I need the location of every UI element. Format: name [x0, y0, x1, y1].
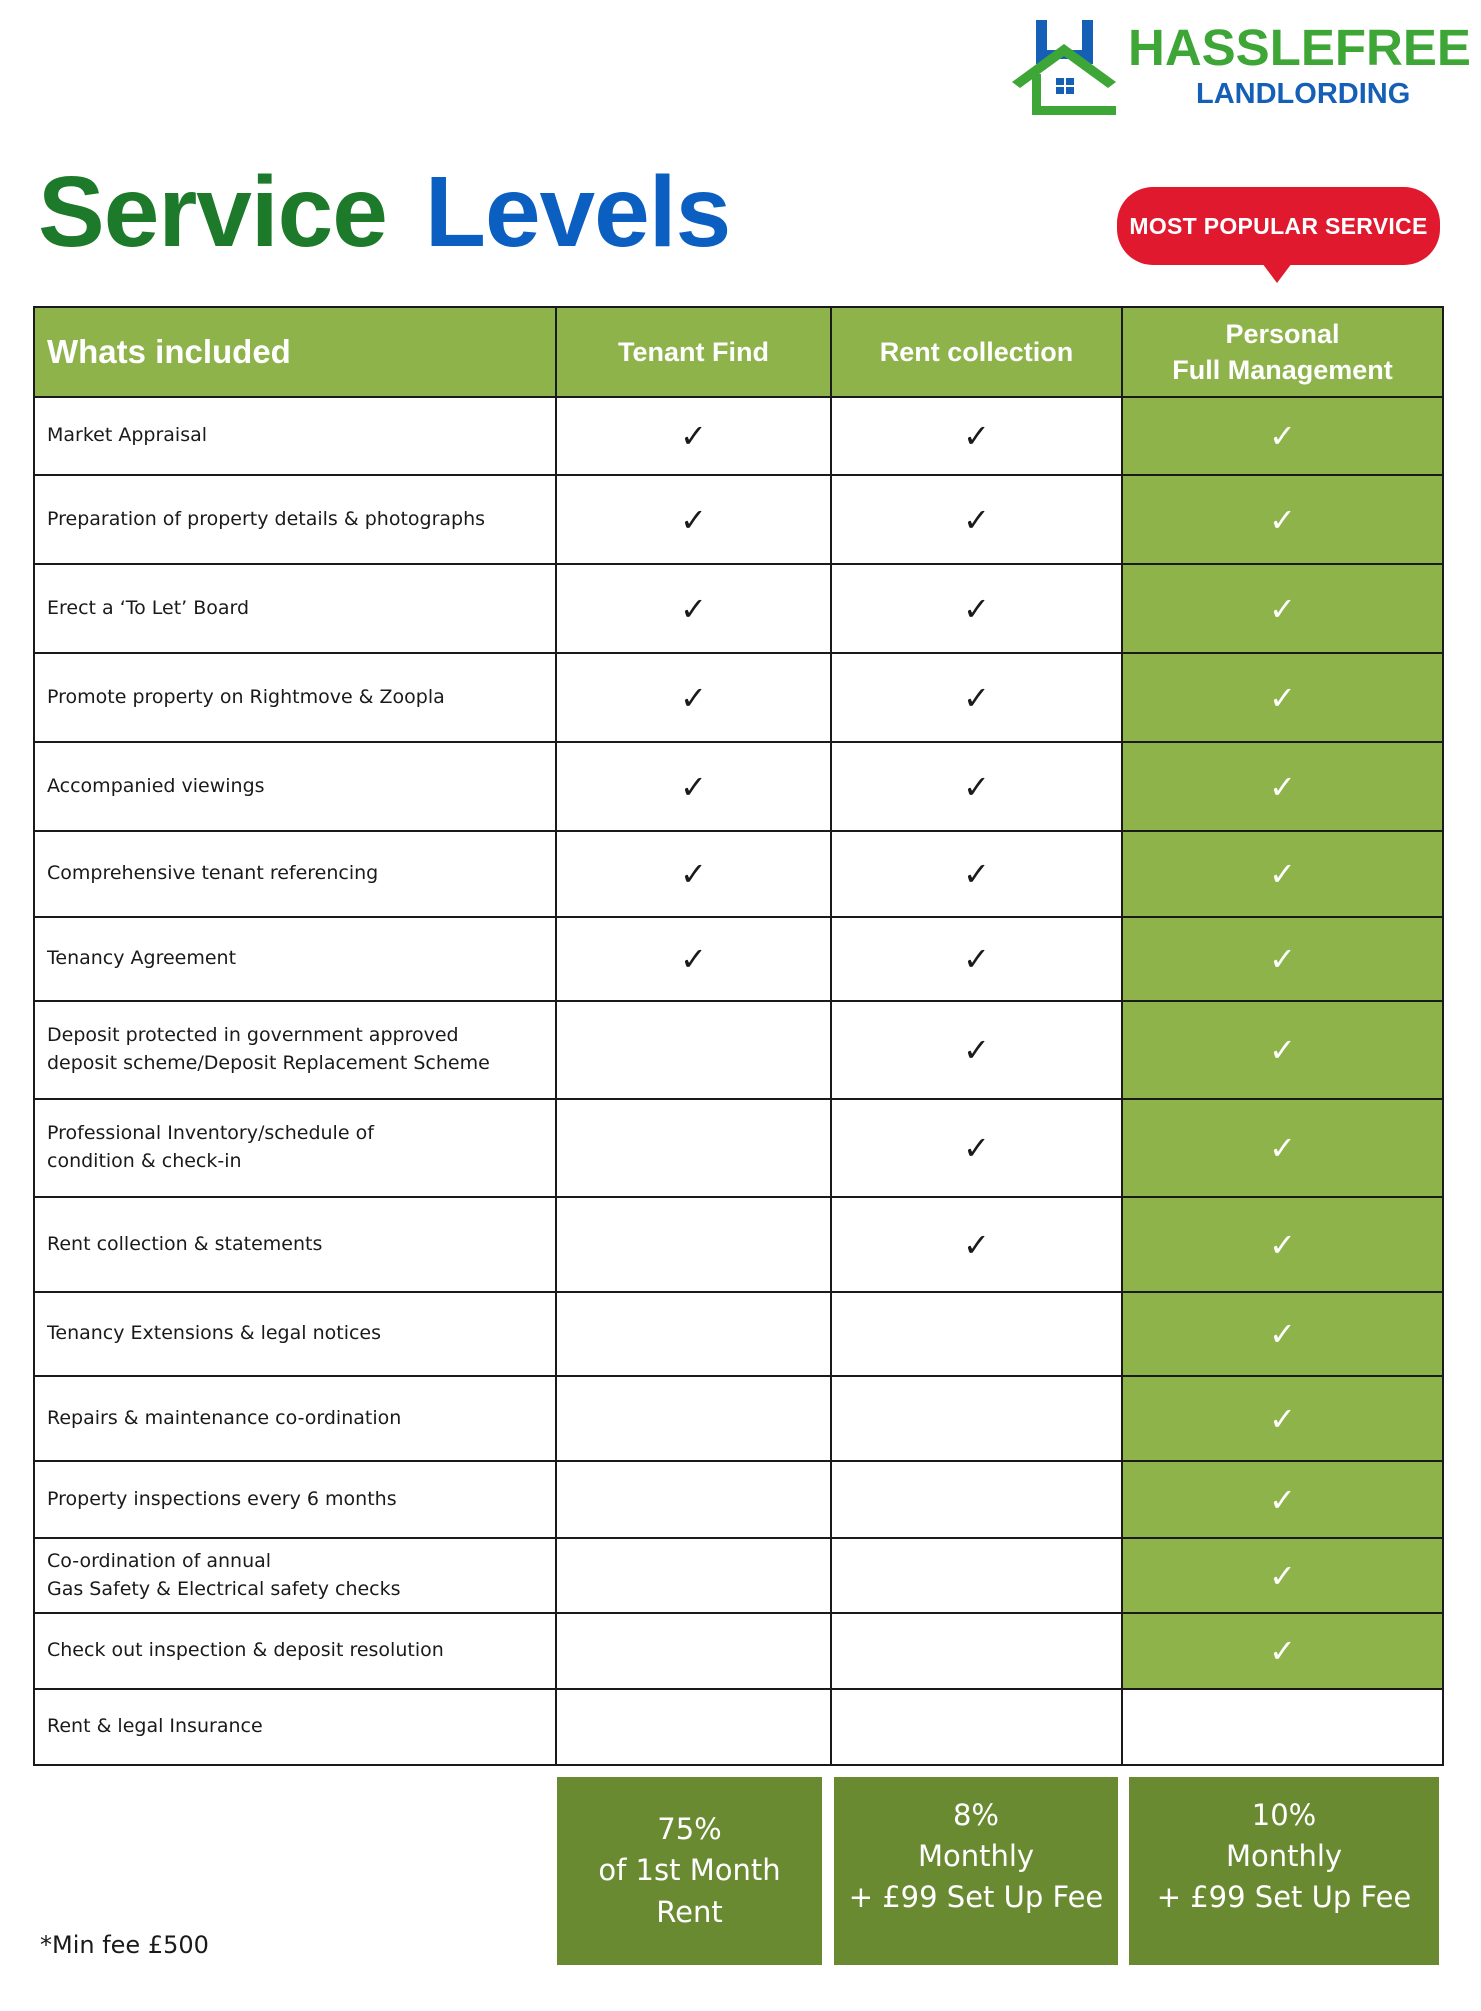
- full-management-check: ✓: [1122, 1461, 1443, 1538]
- brand-name: HASSLEFREE: [1128, 19, 1471, 76]
- tenant-find-check: [556, 1292, 831, 1376]
- row-label: Tenancy Agreement: [34, 917, 556, 1001]
- table-row: [34, 564, 1443, 653]
- service-levels-table: [33, 306, 1444, 1766]
- row-label: Rent collection & statements: [34, 1197, 556, 1292]
- full-management-check: ✓: [1122, 397, 1443, 475]
- row-label: Promote property on Rightmove & Zoopla: [34, 653, 556, 742]
- table-row: [34, 1292, 1443, 1376]
- row-label: Repairs & maintenance co-ordination: [34, 1376, 556, 1461]
- rent-collection-check: [831, 1292, 1122, 1376]
- row-label: Check out inspection & deposit resolution: [34, 1613, 556, 1689]
- rent-collection-check: ✓: [831, 653, 1122, 742]
- full-management-check: ✓: [1122, 1538, 1443, 1613]
- tenant-find-check: ✓: [556, 917, 831, 1001]
- row-label-line2: condition & check-in: [47, 1150, 242, 1172]
- price-tenant-find-line3: Rent: [656, 1894, 723, 1929]
- rent-collection-check: [831, 1376, 1122, 1461]
- row-label: [34, 1538, 556, 1613]
- tenant-find-check: ✓: [556, 397, 831, 475]
- row-label: Preparation of property details & photographs: [34, 475, 556, 564]
- tenant-find-check: ✓: [556, 564, 831, 653]
- tenant-find-check: ✓: [556, 831, 831, 917]
- tenant-find-check: [556, 1613, 831, 1689]
- price-rent-collection-line3: + £99 Set Up Fee: [848, 1880, 1104, 1915]
- rent-collection-check: ✓: [831, 397, 1122, 475]
- full-management-check: ✓: [1122, 917, 1443, 1001]
- row-label: Comprehensive tenant referencing: [34, 831, 556, 917]
- row-label: Accompanied viewings: [34, 742, 556, 831]
- header-full-management-line2: Full Management: [1172, 355, 1393, 385]
- badge-pointer: [1262, 263, 1292, 283]
- table-row: [34, 1001, 1443, 1099]
- rent-collection-check: ✓: [831, 1001, 1122, 1099]
- full-management-check: ✓: [1122, 1613, 1443, 1689]
- rent-collection-check: [831, 1613, 1122, 1689]
- page-title: [38, 156, 731, 268]
- table-row: [34, 1376, 1443, 1461]
- row-label-line1: Co-ordination of annual: [47, 1549, 272, 1572]
- title-word-service: Service: [38, 156, 387, 268]
- price-rent-collection: [834, 1777, 1118, 1965]
- full-management-check: ✓: [1122, 564, 1443, 653]
- price-tenant-find-line2: of 1st Month: [598, 1853, 781, 1888]
- full-management-check: ✓: [1122, 1376, 1443, 1461]
- price-full-management: [1129, 1777, 1439, 1965]
- row-label: [34, 1001, 556, 1099]
- tenant-find-check: [556, 1001, 831, 1099]
- title-word-levels: Levels: [424, 156, 731, 268]
- table-row: [34, 397, 1443, 475]
- full-management-check: [1122, 1689, 1443, 1765]
- header-tenant-find: Tenant Find: [556, 307, 831, 397]
- price-full-management-line1: 10%: [1251, 1798, 1317, 1832]
- full-management-check: ✓: [1122, 1001, 1443, 1099]
- rent-collection-check: ✓: [831, 1099, 1122, 1197]
- table-row: [34, 1689, 1443, 1765]
- full-management-check: ✓: [1122, 1292, 1443, 1376]
- table-row: [34, 1613, 1443, 1689]
- rent-collection-check: [831, 1538, 1122, 1613]
- rent-collection-check: [831, 1689, 1122, 1765]
- rent-collection-check: ✓: [831, 831, 1122, 917]
- row-label: Erect a ‘To Let’ Board: [34, 564, 556, 653]
- full-management-check: ✓: [1122, 475, 1443, 564]
- full-management-check: ✓: [1122, 831, 1443, 917]
- full-management-check: ✓: [1122, 1197, 1443, 1292]
- row-label-line2: Gas Safety & Electrical safety checks: [47, 1577, 401, 1600]
- row-label-line1: Professional Inventory/schedule of: [47, 1122, 374, 1145]
- rent-collection-check: [831, 1461, 1122, 1538]
- house-logo-icon: [1012, 18, 1124, 118]
- tenant-find-check: [556, 1197, 831, 1292]
- rent-collection-check: ✓: [831, 564, 1122, 653]
- table-row: [34, 653, 1443, 742]
- header-rent-collection: Rent collection: [831, 307, 1122, 397]
- tenant-find-check: [556, 1538, 831, 1613]
- price-full-management-line3: + £99 Set Up Fee: [1156, 1880, 1412, 1915]
- table-row: [34, 1461, 1443, 1538]
- tenant-find-check: ✓: [556, 475, 831, 564]
- header-full-management-line1: Personal: [1225, 318, 1340, 349]
- row-label-line1: Deposit protected in government approved: [47, 1024, 459, 1047]
- rent-collection-check: ✓: [831, 1197, 1122, 1292]
- table-row: [34, 742, 1443, 831]
- table-row: [34, 917, 1443, 1001]
- table-row: [34, 831, 1443, 917]
- table-row: [34, 1197, 1443, 1292]
- tenant-find-check: [556, 1376, 831, 1461]
- price-rent-collection-line1: 8%: [952, 1798, 999, 1832]
- full-management-check: ✓: [1122, 1099, 1443, 1197]
- tenant-find-check: [556, 1099, 831, 1197]
- row-label: Market Appraisal: [34, 397, 556, 475]
- table-header-row: [34, 307, 1443, 397]
- brand-logo: [1012, 18, 1471, 123]
- min-fee-note: *Min fee £500: [40, 1931, 209, 1959]
- table-row: [34, 475, 1443, 564]
- header-whats-included: Whats included: [34, 307, 556, 397]
- row-label: Rent & legal Insurance: [34, 1689, 556, 1765]
- rent-collection-check: ✓: [831, 742, 1122, 831]
- rent-collection-check: ✓: [831, 917, 1122, 1001]
- price-rent-collection-line2: Monthly: [917, 1839, 1035, 1874]
- tenant-find-check: [556, 1689, 831, 1765]
- header-full-management: [1122, 307, 1443, 397]
- row-label: Tenancy Extensions & legal notices: [34, 1292, 556, 1376]
- most-popular-badge: MOST POPULAR SERVICE: [1117, 187, 1440, 265]
- table-row: [34, 1538, 1443, 1613]
- tenant-find-check: [556, 1461, 831, 1538]
- row-label-line2: deposit scheme/Deposit Replacement Scheme: [47, 1052, 490, 1074]
- table-row: [34, 1099, 1443, 1197]
- row-label: Property inspections every 6 months: [34, 1461, 556, 1538]
- brand-subname: LANDLORDING: [1196, 78, 1411, 110]
- tenant-find-check: ✓: [556, 742, 831, 831]
- price-full-management-line2: Monthly: [1225, 1839, 1343, 1874]
- price-tenant-find: [557, 1777, 822, 1965]
- rent-collection-check: ✓: [831, 475, 1122, 564]
- full-management-check: ✓: [1122, 742, 1443, 831]
- full-management-check: ✓: [1122, 653, 1443, 742]
- tenant-find-check: ✓: [556, 653, 831, 742]
- row-label: [34, 1099, 556, 1197]
- price-tenant-find-line1: 75%: [657, 1812, 722, 1847]
